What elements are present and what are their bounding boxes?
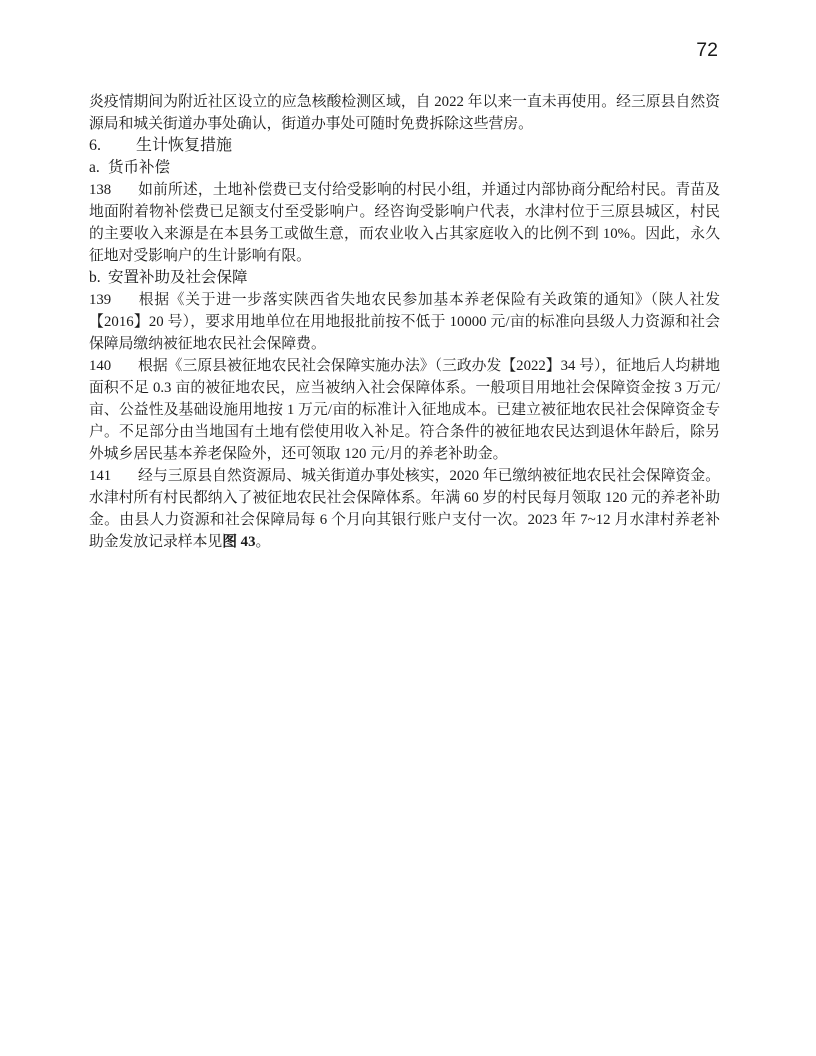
subsection-b-heading [89, 267, 720, 289]
figure-43-reference: 图 43 [222, 534, 256, 550]
subsection-a-heading [89, 157, 720, 179]
paragraph-140 [89, 355, 720, 465]
page-content [89, 0, 720, 553]
paragraph-141-text: 经与三原县自然资源局、城关街道办事处核实，2020 年已缴纳被征地农民社会保障资金。水津村所有村民都纳入了被征地农民社会保障体系。年满 60 岁的村民每月领取 120 元的养老补助金。由县人力资源和社会保障局每 6 个月向其银行账户支付一次。2023 年 7~12 月水津村养老补助金发放记录样本见 [89, 468, 720, 550]
section-heading-title: 生计恢复措施 [136, 137, 233, 154]
section-heading [89, 135, 720, 157]
subsection-a-prefix: a. [89, 159, 100, 176]
paragraph-141-text-end: 。 [255, 534, 271, 550]
paragraph-140-number: 140 [89, 358, 112, 374]
paragraph-138-text: 如前所述，土地补偿费已支付给受影响的村民小组，并通过内部协商分配给村民。青苗及地面附着物补偿费已足额支付至受影响户。经咨询受影响户代表，水津村位于三原县城区，村民的主要收入来源是在本县务工或做生意，而农业收入占其家庭收入的比例不到 10%。因此，永久征地对受影响户的生计影响有限。 [89, 182, 720, 264]
paragraph-138-number: 138 [89, 182, 112, 198]
paragraph-139 [89, 289, 720, 355]
paragraph-141-number: 141 [89, 468, 112, 484]
subsection-b-title: 安置补助及社会保障 [108, 269, 248, 286]
paragraph-140-text: 根据《三原县被征地农民社会保障实施办法》（三政办发【2022】34 号），征地后人均耕地面积不足 0.3 亩的被征地农民，应当被纳入社会保障体系。一般项目用地社会保障资金按 3 万元/亩、公益性及基础设施用地按 1 万元/亩的标准计入征地成本。已建立被征地农民社会保障资金专户。不足部分由当地国有土地有偿使用收入补足。符合条件的被征地农民达到退休年龄后，除另外城乡居民基本养老保险外，还可领取 120 元/月的养老补助金。 [89, 358, 720, 462]
subsection-a-title: 货币补偿 [108, 159, 171, 176]
paragraph-139-text: 根据《关于进一步落实陕西省失地农民参加基本养老保险有关政策的通知》（陕人社发【2016】20 号），要求用地单位在用地报批前按不低于 10000 元/亩的标准向县级人力资源和社会保障局缴纳被征地农民社会保障费。 [89, 292, 720, 352]
subsection-b-prefix: b. [89, 269, 101, 286]
section-heading-number: 6. [89, 137, 101, 154]
paragraph-141 [89, 465, 720, 553]
paragraph-138 [89, 179, 720, 267]
intro-paragraph: 炎疫情期间为附近社区设立的应急核酸检测区域，自 2022 年以来一直未再使用。经三原县自然资源局和城关街道办事处确认，街道办事处可随时免费拆除这些营房。 [89, 94, 720, 132]
paragraph-139-number: 139 [89, 292, 112, 308]
page-number: 72 [696, 39, 718, 61]
